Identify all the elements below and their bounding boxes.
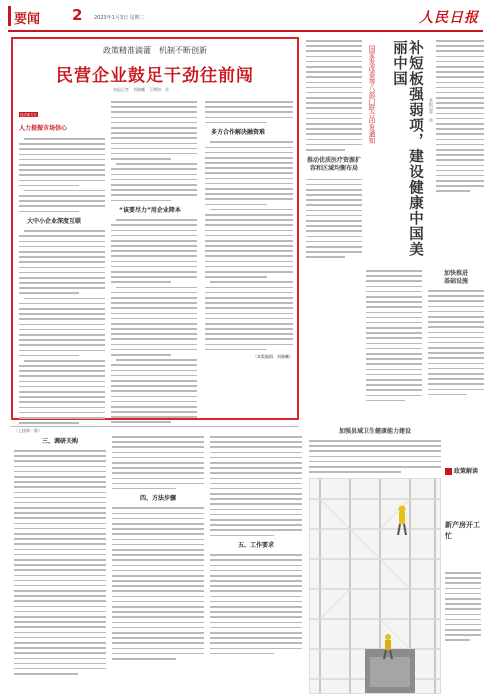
section-name: 要闻 [14, 12, 41, 27]
county-health-block [309, 428, 441, 476]
feature-editor-note: （本版编辑：刘晓曦） [253, 354, 293, 360]
lower-column-3 [210, 436, 302, 658]
photo-caption-title: 新产房开工忙 [445, 521, 480, 540]
feature-column-2 [111, 101, 197, 427]
right-subhead-3: 基础设施 [443, 278, 468, 285]
feature-column-1 [19, 101, 105, 427]
lower-section-3: 三、调研关购 [41, 438, 78, 445]
photo-caption [445, 520, 481, 645]
right-subhead-2: 加快推进 [443, 270, 468, 277]
lower-section-4: 四、方法步骤 [139, 495, 176, 503]
scaffold-illustration [310, 479, 441, 694]
feature-byline: 本报记者 刘晓曦 王博海 孙 [113, 87, 185, 92]
feature-title: 民营企业鼓足干劲往前闯 [56, 66, 254, 86]
page-number: 2 [72, 6, 83, 24]
right-subhead-4: 加强县域卫生健康能力建设 [338, 428, 411, 435]
intro-tag: 经济新方位 [20, 113, 37, 117]
feature-article [11, 37, 299, 420]
lower-column-2 [112, 436, 204, 663]
section-1-heading: 大中小企业深度互联 [27, 218, 82, 226]
divider [11, 426, 299, 427]
continued-note: （上接第一版） [14, 428, 42, 433]
right-text-column-a [306, 40, 362, 262]
section-2-heading: “该要尽力”用企业降本 [119, 207, 181, 215]
masthead [8, 6, 483, 32]
lower-column-1 [14, 436, 106, 678]
right-byline: 本报记者 孙 [429, 98, 434, 122]
right-subhead-1: 推动优质医疗资源扩容和区域均衡布局 [306, 156, 361, 172]
policy-tag [445, 466, 478, 475]
right-headline-box [391, 40, 423, 265]
right-kicker: 国家发改委等八部门联合印发通知 [367, 45, 375, 144]
right-headline: 补短板强弱项，建设健康中国美丽中国 [391, 40, 423, 257]
lower-section-5: 五、工作要求 [237, 542, 274, 550]
issue-date: 2023年1月3日 星期二 [94, 15, 145, 21]
newspaper-logo: 人民日报 [419, 10, 479, 26]
right-text-column-b [436, 40, 484, 196]
feature-kicker: 政策精准滴灌 机制不断创新 [103, 46, 207, 55]
policy-tag-label: 政策解读 [454, 468, 479, 475]
tag-square-icon [445, 468, 452, 475]
section-bar [8, 6, 11, 26]
section-3-heading: 多方合作解决融资难 [211, 129, 266, 137]
intro-subhead: 人力提振市场信心 [19, 125, 68, 132]
construction-photo [309, 478, 441, 694]
feature-column-3 [205, 101, 293, 360]
right-lower-block [366, 270, 484, 405]
